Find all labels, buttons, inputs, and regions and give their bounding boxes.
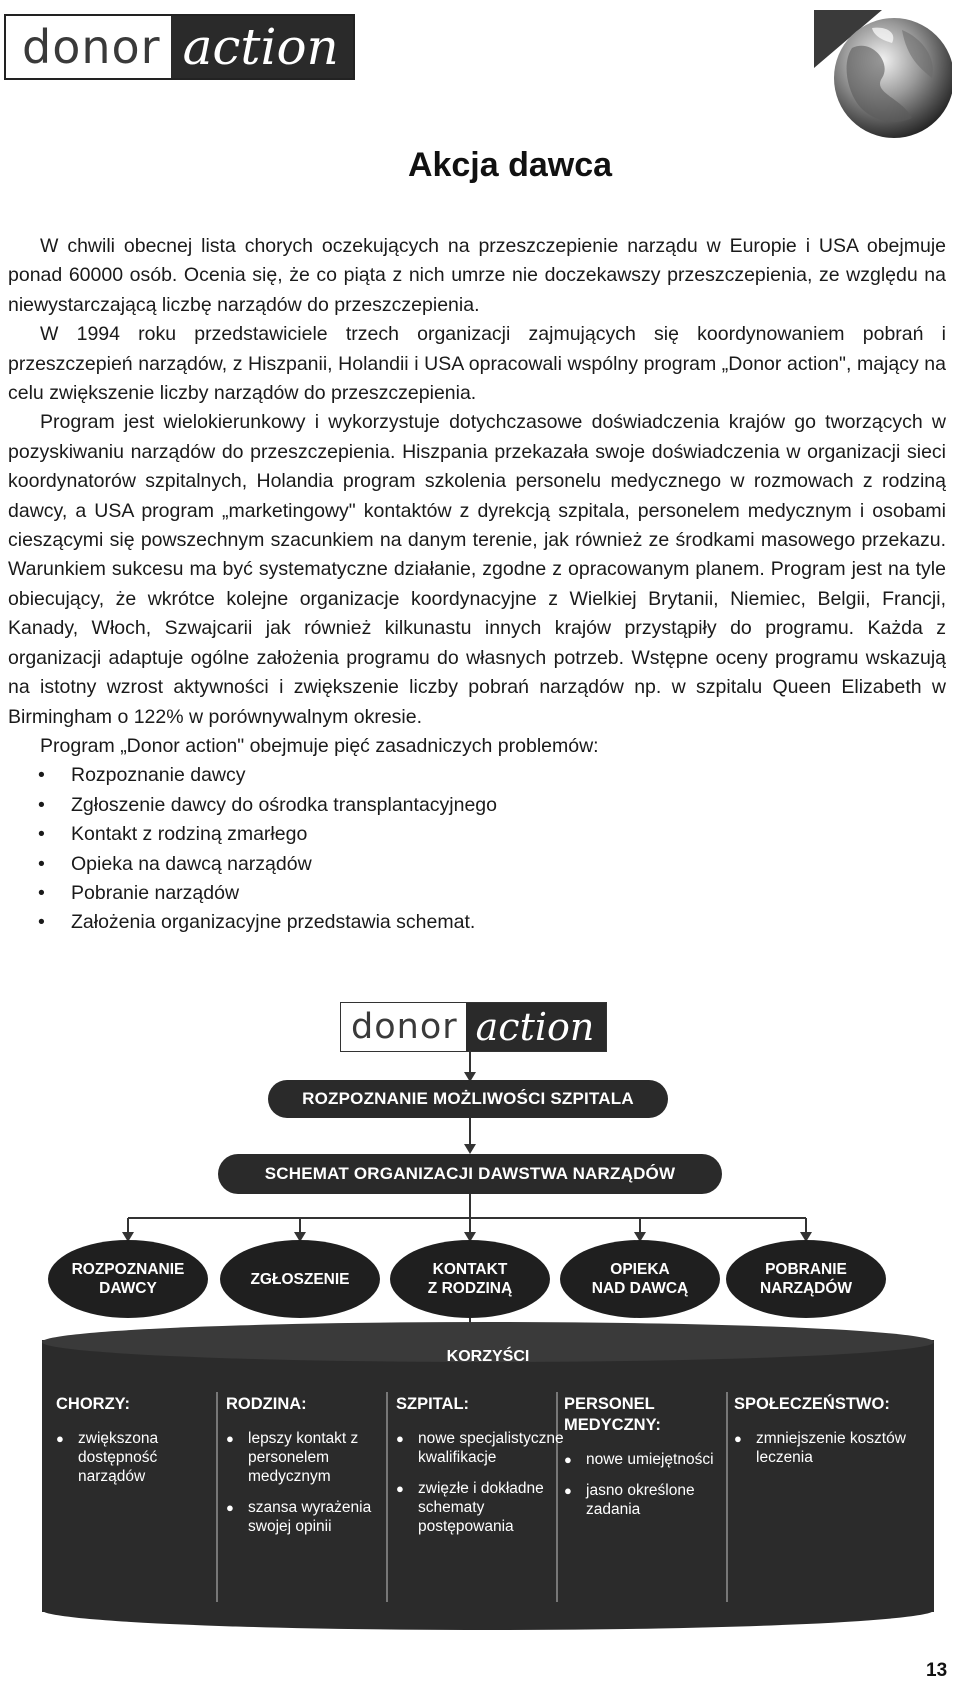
list-item: • Opieka na dawcą narządów <box>8 850 946 879</box>
benefit-item: ● lepszy kontakt z personelem medycznym <box>226 1429 394 1486</box>
benefit-item: ● szansa wyrażenia swojej opinii <box>226 1498 394 1536</box>
logo-word-donor: donor <box>6 16 171 78</box>
column-heading: PERSONEL MEDYCZNY: <box>564 1395 661 1434</box>
oval-family-contact: KONTAKT Z RODZINĄ <box>390 1240 550 1318</box>
paragraph-4: Program „Donor action" obejmuje pięć zasadniczych problemów: <box>40 734 599 757</box>
benefit-column-society <box>734 1394 914 1479</box>
logo-word-action: action <box>171 16 353 78</box>
paragraph-3: Program jest wielokierunkowy i wykorzystuje dotychczasowe doświadczenia krajów go tworzących w pozyskiwaniu narządów do przeszczepienia. Hiszpania przekazała swoje doświadczenia w organizacji sieci koordynatorów szpitalnych, Holandia program szkolenia personelu medycznego w rozmowach z rodziną dawcy, a USA program „marketingowy" kontaktów z dyrekcją szpitala, personelem medycznym i osobami cieszącymi się powszechnym szacunkiem na danym terenie, jak również ze środkami masowego przekazu. Warunkiem sukcesu ma być systematyczne działanie, zgodne z opracowanym planem. Program jest na tyle obiecujący, że wkrótce kolejne organizacje koordynacyjne z Wielkiej Brytanii, Niemiec, Belgii, Francji, Kanady, Włoch, Szwajcarii jak również kilkunastu innych krajów przystąpiły do programu. Każda z organizacji adaptuje ogólne założenia programu do własnych potrzeb. Wstępne oceny programu wskazują na istotny wzrost aktywności i zwiększenie liczby pobrań narządów np. w szpitalu Queen Elizabeth w Birmingham o 122% w porównywalnym okresie. <box>8 411 946 728</box>
step-organization-scheme: SCHEMAT ORGANIZACJI DAWSTWA NARZĄDÓW <box>218 1154 722 1194</box>
benefits-title: KORZYŚCI <box>446 1348 530 1365</box>
list-item: • Kontakt z rodziną zmarłego <box>8 820 946 849</box>
column-heading: SPOŁECZEŃSTWO: <box>734 1395 890 1413</box>
benefit-item: ● zmniejszenie kosztów leczenia <box>734 1429 914 1467</box>
column-heading: SZPITAL: <box>396 1395 470 1413</box>
list-item: • Założenia organizacyjne przedstawia schemat. <box>8 908 946 937</box>
benefit-item: ● nowe specjalistyczne kwalifikacje <box>396 1429 564 1467</box>
logo-word-action: action <box>466 1003 607 1051</box>
benefit-column-hospital <box>396 1394 564 1548</box>
bullet-icon: • <box>38 881 45 904</box>
list-item: • Zgłoszenie dawcy do ośrodka transplantacyjnego <box>8 791 946 820</box>
oval-notification: ZGŁOSZENIE <box>220 1240 380 1318</box>
step-hospital-assessment: ROZPOZNANIE MOŻLIWOŚCI SZPITALA <box>268 1080 668 1118</box>
column-heading: RODZINA: <box>226 1395 307 1413</box>
list-item: • Rozpoznanie dawcy <box>8 761 946 790</box>
page-number: 13 <box>926 1660 948 1681</box>
paragraph-2: W 1994 roku przedstawiciele trzech organizacji zajmujących się koordynowaniem pobrań i przeszczepień narządów, z Hiszpanii, Holandii i USA opracowali wspólny program „Donor action", mający na celu zwiększenie liczby narządów do przeszczepienia. <box>8 323 946 405</box>
list-item: • Pobranie narządów <box>8 879 946 908</box>
bullet-icon: • <box>38 764 45 787</box>
benefit-column-medical-staff <box>564 1394 732 1531</box>
oval-donor-care: OPIEKA NAD DAWCĄ <box>560 1240 720 1318</box>
bullet-icon: • <box>38 852 45 875</box>
bullet-icon: • <box>38 793 45 816</box>
column-heading: CHORZY: <box>56 1395 130 1413</box>
bullet-icon: • <box>38 911 45 934</box>
page-title: Akcja dawca <box>407 146 613 184</box>
bullet-icon: • <box>38 823 45 846</box>
benefit-item: ● zwiększona dostępność narządów <box>56 1429 224 1486</box>
logo-word-donor: donor <box>341 1003 466 1051</box>
oval-organ-retrieval: POBRANIE NARZĄDÓW <box>726 1240 886 1318</box>
benefit-item: ● nowe umiejętności <box>564 1450 732 1469</box>
paragraph-1: W chwili obecnej lista chorych oczekujących na przeszczepienie narządu w Europie i USA obejmuje ponad 60000 osób. Ocenia się, że co piąta z nich umrze nie doczekawszy przeszczepienia, ze względu na niewystarczającą liczbę narządów do przeszczepienia. <box>8 235 946 316</box>
oval-donor-recognition: ROZPOZNANIE DAWCY <box>48 1240 208 1318</box>
benefit-column-patients <box>56 1394 224 1498</box>
benefit-item: ● zwięzłe i dokładne schematy postępowania <box>396 1479 564 1536</box>
benefit-column-family <box>226 1394 394 1548</box>
benefit-item: ● jasno określone zadania <box>564 1481 732 1519</box>
